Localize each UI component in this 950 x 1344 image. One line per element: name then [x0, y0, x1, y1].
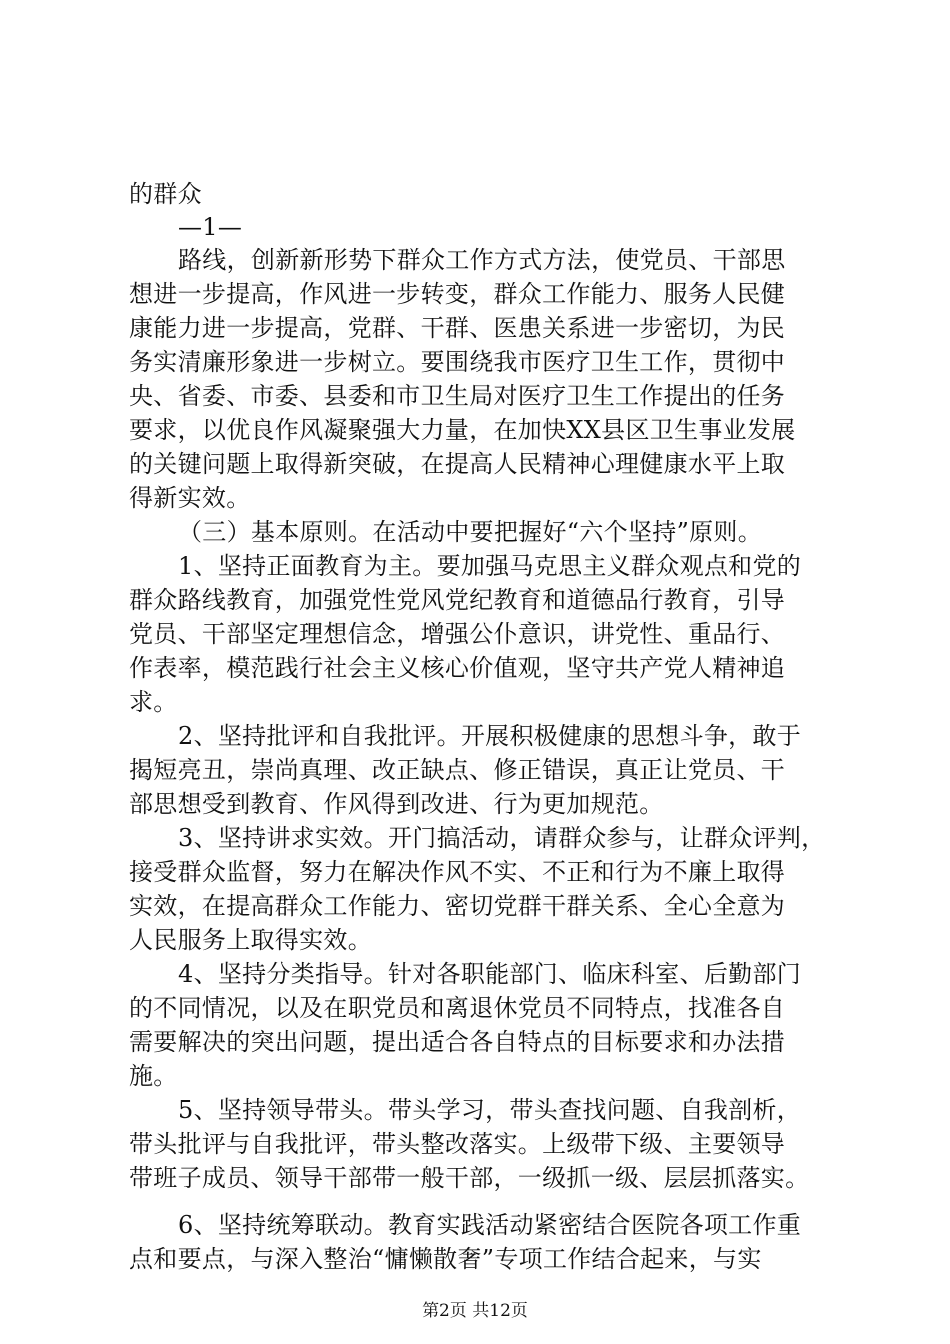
page-footer: 第2页 共12页: [422, 1301, 528, 1321]
text-line: 康能力进一步提高，党群、干群、医患关系进一步密切，为民: [129, 314, 786, 342]
text-line: 路线，创新新形势下群众工作方式方法，使党员、干部思: [178, 246, 786, 274]
text-line: 得新实效。: [129, 484, 251, 512]
text-line: 的不同情况，以及在职党员和离退休党员不同特点，找准各自: [129, 994, 786, 1022]
text-line: 4、坚持分类指导。针对各职能部门、临床科室、后勤部门: [178, 960, 802, 988]
text-line: 的关键问题上取得新突破，在提高人民精神心理健康水平上取: [129, 450, 786, 478]
text-line: 点和要点，与深入整治“慵懒散奢”专项工作结合起来，与实: [129, 1245, 762, 1273]
text-line: 施。: [129, 1062, 178, 1090]
text-line: 带头批评与自我批评，带头整改落实。上级带下级、主要领导: [129, 1130, 786, 1158]
text-line: 人民服务上取得实效。: [129, 926, 372, 954]
text-line: 求。: [129, 688, 178, 716]
text-line: 实效，在提高群众工作能力、密切党群干群关系、全心全意为: [129, 892, 786, 920]
text-line: 的群众: [129, 180, 202, 208]
page-marker: —1—: [178, 213, 243, 241]
text-line: 作表率，模范践行社会主义核心价值观，坚守共产党人精神追: [129, 654, 786, 682]
text-line: 需要解决的突出问题，提出适合各自特点的目标要求和办法措: [129, 1028, 786, 1056]
text-line: 3、坚持讲求实效。开门搞活动，请群众参与，让群众评判，: [178, 824, 826, 852]
text-line: 央、省委、市委、县委和市卫生局对医疗卫生工作提出的任务: [129, 382, 786, 410]
text-line: 想进一步提高，作风进一步转变，群众工作能力、服务人民健: [129, 280, 786, 308]
text-line: 务实清廉形象进一步树立。要围绕我市医疗卫生工作，贯彻中: [129, 348, 786, 376]
text-line: 1、坚持正面教育为主。要加强马克思主义群众观点和党的: [178, 552, 802, 580]
text-line: 要求，以优良作风凝聚强大力量，在加快XX县区卫生事业发展: [129, 416, 796, 444]
text-line: 党员、干部坚定理想信念，增强公仆意识，讲党性、重品行、: [129, 620, 786, 648]
text-line: 5、坚持领导带头。带头学习，带头查找问题、自我剖析，: [178, 1096, 802, 1124]
text-line: 部思想受到教育、作风得到改进、行为更加规范。: [129, 790, 664, 818]
section-heading: （三）基本原则。在活动中要把握好“六个坚持”原则。: [178, 518, 763, 546]
text-line: 揭短亮丑，崇尚真理、改正缺点、修正错误，真正让党员、干: [129, 756, 786, 784]
text-line: 2、坚持批评和自我批评。开展积极健康的思想斗争，敢于: [178, 722, 802, 750]
text-line: 带班子成员、领导干部带一般干部，一级抓一级、层层抓落实。: [129, 1164, 810, 1192]
text-line: 6、坚持统筹联动。教育实践活动紧密结合医院各项工作重: [178, 1211, 802, 1239]
text-line: 群众路线教育，加强党性党风党纪教育和道德品行教育，引导: [129, 586, 786, 614]
text-line: 接受群众监督，努力在解决作风不实、不正和行为不廉上取得: [129, 858, 786, 886]
